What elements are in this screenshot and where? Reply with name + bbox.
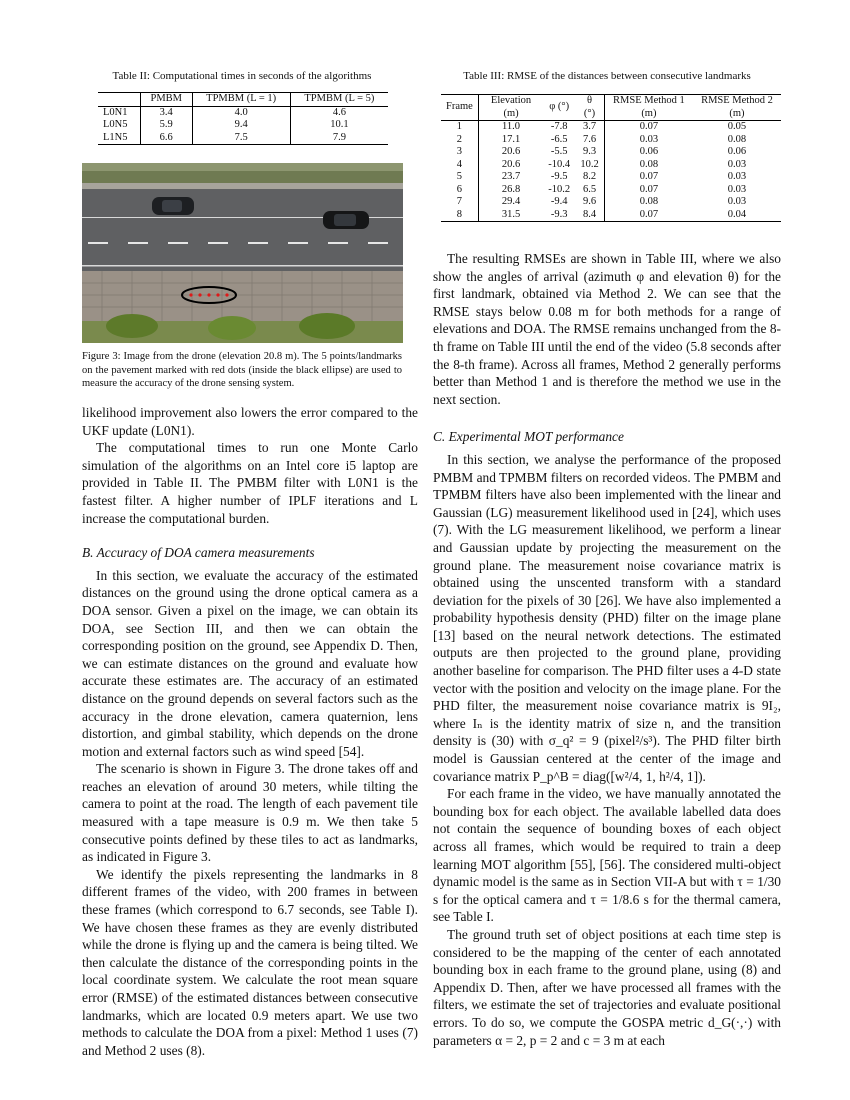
table-row — [441, 196, 781, 209]
table2-cell: 9.4 — [192, 119, 290, 132]
table3-cell: 0.03 — [727, 196, 747, 207]
table-row — [441, 184, 781, 197]
table3-cell: 10.2 — [575, 159, 604, 172]
table3-cell: 0.07 — [639, 183, 659, 195]
table3-cell: 0.04 — [727, 208, 747, 220]
table3-header-cell: Elevation (m) — [490, 95, 532, 119]
table3-cell: -9.5 — [550, 171, 568, 182]
table2-cell: 6.6 — [140, 132, 192, 145]
table-row — [98, 132, 388, 145]
table3-cell: -5.5 — [550, 146, 568, 157]
paragraph: The ground truth set of object positions at each time step is considered to be the mapping of the center of each annotated bounding box in each frame to the ground plane, using (8) and Appendix D. Then, after we have processed all frames with the filters, we estimate the set of trajectories and evaluate positional errors. To do so, we compute the GOSPA metric d_G(·,·) with parameters α = 2, p = 2 and c = 3 m at each — [433, 926, 781, 1048]
table3-cell: 4 — [441, 159, 478, 172]
table3-cell: 20.6 — [501, 158, 521, 170]
table-row — [441, 159, 781, 172]
table3-cell: -9.4 — [550, 196, 568, 207]
table3-cell: 1 — [441, 121, 478, 134]
table-row — [441, 146, 781, 159]
paragraph: For each frame in the video, we have manually annotated the bounding box for each object. The available labelled data does not contain the sequence of bounding boxes of each object across all frames, which would be required to train a deep learning MOT algorithm [55], [56]. The considered multi-object dynamic model is the same as in Section VII-A but with τ = 1/30 s for the optical camera and τ = 1/8.6 s for the thermal camera, see Table I. — [433, 786, 781, 925]
table3-cell: 31.5 — [501, 208, 521, 220]
table3-cell: 0.07 — [639, 208, 659, 220]
table3-cell: 8.2 — [575, 171, 604, 184]
table3-cell: 26.8 — [501, 183, 521, 195]
table2-cell: 4.6 — [332, 106, 346, 118]
table3-cell: 8 — [441, 209, 478, 222]
table3-cell: -10.4 — [548, 158, 571, 170]
paragraph: We identify the pixels representing the landmarks in 8 different frames of the video, with 200 frames in between these frames (which correspond to 6.7 seconds, see Table I). We have chosen these frames as they are evenly distributed while the drone is flying up and the camera is being tilted. We then calculate the distance of the corresponding points in the local coordinate system. We calculate the root mean square error (RMSE) of the estimated distances between consecutive landmarks, which are located 0.9 meters apart. We use two methods to calculate the DOA from a pixel: Method 1 uses (7) and Method 2 uses (8). — [82, 866, 418, 1058]
paragraph: The resulting RMSEs are shown in Table III, where we also show the angles of arrival (azimuth φ and elevation θ) for the first landmark, obtained via Method 2. We can see that the RMSE stays below 0.08 m for both methods for a range of elevations and DOA. The RMSE remains unchanged from the 8-th frame on Table III until the end of the video (5.8 seconds after the 8-th frame). Across all frames, Method 2 generally performs better than Method 1 and is therefore the method we use in the next section. — [433, 251, 781, 407]
table3-cell: 6 — [441, 184, 478, 197]
table2-cell: 3.4 — [140, 106, 192, 119]
table3-cell: 2 — [441, 134, 478, 147]
table3-cell: -6.5 — [550, 133, 568, 145]
section-heading-c: C. Experimental MOT performance — [433, 429, 624, 445]
paragraph: In this section, we evaluate the accuracy of the estimated distances on the ground using the drone optical camera as a DOA sensor. Given a pixel on the image, we can obtain its DOA, see Section III, and then we can obtain the corresponding position on the ground, see Appendix D. Then, we can estimate distances on the ground and evaluate how accurate these estimates are. The accuracy of an estimated distance on the ground depends on several factors such as the accuracy in the drone elevation, camera quaternion, lens distortion, and gimbal stability, which depends on the drone motion and external factors such as wind speed [54]. — [82, 567, 418, 759]
table2-cell: L0N5 — [98, 119, 140, 132]
table2 — [98, 92, 388, 145]
table3-cell: 0.08 — [727, 133, 747, 145]
table3 — [441, 94, 781, 222]
table3-cell: 5 — [441, 171, 478, 184]
table3-cell: 6.5 — [575, 184, 604, 197]
table-row — [441, 171, 781, 184]
section-heading-b: B. Accuracy of DOA camera measurements — [82, 545, 315, 561]
table3-cell: 0.07 — [639, 121, 659, 132]
table2-header-cell: TPMBM (L = 5) — [304, 93, 375, 104]
table3-cell: 29.4 — [501, 196, 521, 207]
table3-cell: 0.03 — [639, 133, 659, 145]
right-body — [433, 250, 781, 1049]
table3-cell: 0.03 — [727, 158, 747, 170]
paragraph: The scenario is shown in Figure 3. The drone takes off and reaches an elevation of around 30 meters, while tilting the camera to point at the road. The length of each pavement tile measured with a tape measure is 0.9 m. We then take 5 consecutive points defined by these tiles to act as landmarks, as indicated in Figure 3. — [82, 761, 418, 865]
table3-cell: 0.03 — [727, 171, 747, 182]
drone-road-image — [82, 163, 403, 343]
car-left — [152, 197, 194, 215]
table2-cell: 10.1 — [330, 119, 349, 130]
table-row — [441, 121, 781, 134]
table3-cell: 7.6 — [575, 134, 604, 147]
table2-cell: L1N5 — [98, 132, 140, 145]
table2-cell: 7.9 — [332, 131, 346, 143]
table3-cell: 0.05 — [727, 121, 747, 132]
table2-cell: 7.5 — [192, 132, 290, 145]
table3-cell: 0.06 — [727, 146, 747, 157]
table3-cell: 0.08 — [639, 158, 659, 170]
table-row — [98, 106, 388, 119]
table-row — [98, 119, 388, 132]
paragraph: In this section, we analyse the performance of the proposed PMBM and TPMBM filters on recorded videos. The PMBM and TPMBM filters have also been implemented with the linear and Gaussian (LG) measurement likelihood used in [24], which uses (7). With the LG measurement likelihood, we perform a linear and Gaussian update by projecting the measurement on the ground plane. The measurement noise covariance matrix is obtained using the unscented transform with a standard deviation for the pixels of 30 [26]. We have also implemented a probability hypothesis density (PHD) filter on the image plane [13] based on the neural network detections. The estimated outputs are then projected to the ground plane, providing another baseline for comparison. The PHD filter uses a 4-D state vector with the position and velocity on the image plane. For the PHD filter, the measurement noise covariance matrix is 9I₂, where Iₙ is the identity matrix of size n, and the transition density is (30) with σ_q² = 9 (pixel²/s³). The PHD filter birth model is Gaussian centered at the center of the image and covariance matrix P_p^B = diag([w²/4, 1, h²/4, 1]). — [433, 451, 781, 784]
table3-cell: -10.2 — [548, 183, 571, 195]
table3-cell: 3 — [441, 146, 478, 159]
table2-cell: 5.9 — [140, 119, 192, 132]
table3-header-cell: φ (°) — [549, 101, 570, 113]
table3-cell: 0.07 — [639, 171, 659, 182]
table3-cell: 0.03 — [727, 183, 747, 195]
table3-cell: -9.3 — [550, 208, 568, 220]
table-row — [441, 209, 781, 222]
car-right — [323, 211, 369, 229]
table3-header-cell: RMSE Method 2 (m) — [701, 95, 773, 119]
table2-caption: Table II: Computational times in seconds of the algorithms — [112, 70, 372, 82]
table3-cell: 0.06 — [639, 146, 659, 157]
left-body — [82, 404, 418, 1059]
table3-header-cell: RMSE Method 1 (m) — [613, 95, 685, 119]
table3-cell: 0.08 — [639, 196, 659, 207]
table2-header-cell: PMBM — [140, 93, 192, 107]
table3-header-cell: Frame — [441, 95, 478, 121]
table3-cell: 11.0 — [502, 121, 521, 132]
table3-cell: 9.3 — [575, 146, 604, 159]
figure3-caption: Figure 3: Image from the drone (elevation 20.8 m). The 5 points/landmarks on the pavement marked with red dots (inside the black ellipse) are used to measure the accuracy of the drone sensing system. — [82, 351, 402, 390]
table3-cell: 9.6 — [575, 196, 604, 209]
table3-caption: Table III: RMSE of the distances between consecutive landmarks — [463, 70, 751, 82]
table2-header-cell — [98, 93, 140, 107]
table3-cell: 7 — [441, 196, 478, 209]
paragraph: The computational times to run one Monte Carlo simulation of the algorithms on an Intel core i5 laptop are provided in Table II. The PMBM filter with L0N1 is the fastest filter. A higher number of IPLF iterations and L increase the computational burden. — [82, 440, 418, 526]
table2-cell: 4.0 — [192, 106, 290, 119]
table3-header-cell: θ (°) — [575, 95, 604, 121]
table3-cell: 17.1 — [501, 133, 521, 145]
table3-cell: 8.4 — [575, 209, 604, 222]
table3-cell: 20.6 — [501, 146, 521, 157]
table3-cell: -7.8 — [550, 121, 568, 132]
table-row — [441, 134, 781, 147]
table2-header-cell: TPMBM (L = 1) — [192, 93, 290, 107]
paragraph: likelihood improvement also lowers the error compared to the UKF update (L0N1). — [82, 405, 418, 438]
table3-cell: 23.7 — [501, 171, 521, 182]
table2-cell: L0N1 — [98, 106, 140, 119]
table3-cell: 3.7 — [575, 121, 604, 134]
